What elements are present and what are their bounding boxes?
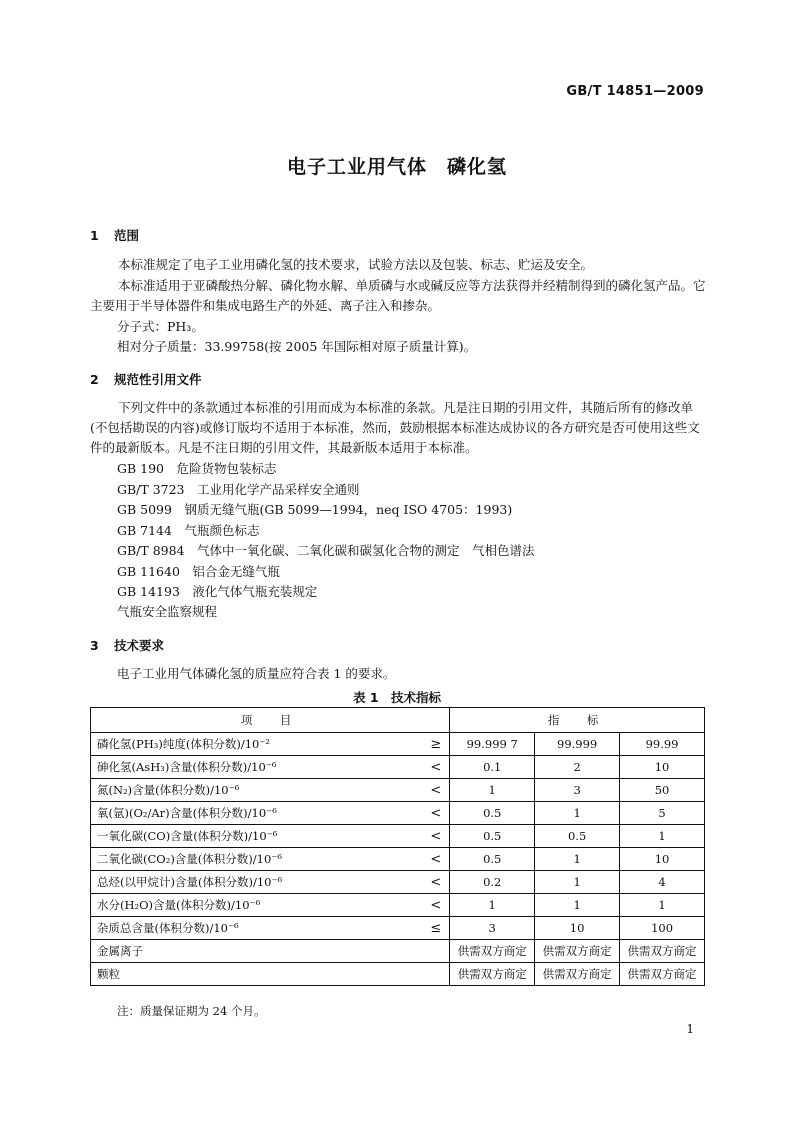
- paragraph: 电子工业用气体磷化氢的质量应符合表 1 的要求。: [117, 666, 396, 681]
- paragraph: 本标准规定了电子工业用磷化氢的技术要求，试验方法以及包装、标志、贮运及安全。: [118, 257, 594, 272]
- item-cell: 磷化氢(PH₃)纯度(体积分数)/10⁻²: [91, 733, 413, 756]
- reference-item: GB 14193 液化气体气瓶充装规定: [117, 584, 318, 599]
- value-cell: 0.5: [450, 848, 535, 871]
- value-cell: 1: [450, 894, 535, 917]
- operator-cell: <: [413, 802, 450, 825]
- table-row: [91, 917, 705, 940]
- value-cell: 3: [450, 917, 535, 940]
- value-cell: 1: [620, 894, 705, 917]
- reference-item: GB 11640 铝合金无缝气瓶: [117, 564, 280, 579]
- value-cell: 10: [620, 848, 705, 871]
- header-item-cell: 项 目: [91, 708, 450, 733]
- section-title: 范围: [114, 228, 140, 243]
- document-title: 电子工业用气体 磷化氢: [286, 156, 507, 178]
- spec-table: [90, 707, 705, 986]
- item-cell: 水分(H₂O)含量(体积分数)/10⁻⁶: [91, 894, 413, 917]
- table-row: [91, 802, 705, 825]
- section-number: 3: [90, 638, 99, 653]
- table-note: 注：质量保证期为 24 个月。: [117, 1004, 266, 1018]
- value-cell: 1: [535, 894, 620, 917]
- reference-item: GB 5099 钢质无缝气瓶(GB 5099—1994，neq ISO 4705：1993): [117, 502, 513, 517]
- item-cell: 杂质总含量(体积分数)/10⁻⁶: [91, 917, 413, 940]
- value-cell: 1: [620, 825, 705, 848]
- section-number: 1: [90, 228, 99, 243]
- value-cell: 99.99: [620, 733, 705, 756]
- table-row: [91, 733, 705, 756]
- value-cell: 供需双方商定: [620, 940, 705, 963]
- item-cell: 金属离子: [91, 940, 413, 963]
- value-cell: 供需双方商定: [450, 940, 535, 963]
- value-cell: 0.2: [450, 871, 535, 894]
- item-cell: 总烃(以甲烷计)含量(体积分数)/10⁻⁶: [91, 871, 413, 894]
- table-row: [91, 756, 705, 779]
- value-cell: 供需双方商定: [450, 963, 535, 986]
- value-cell: 1: [535, 802, 620, 825]
- value-cell: 2: [535, 756, 620, 779]
- operator-cell: ≤: [413, 917, 450, 940]
- reference-item: GB 190 危险货物包装标志: [117, 461, 277, 476]
- operator-cell: <: [413, 756, 450, 779]
- value-cell: 1: [450, 779, 535, 802]
- value-cell: 99.999: [535, 733, 620, 756]
- paragraph: 本标准适用于亚磷酸热分解、磷化物水解、单质磷与水或碱反应等方法获得并经精制得到的磷化氢产品。它主要用于半导体器件和集成电路生产的外延、离子注入和掺杂。: [90, 278, 706, 313]
- value-cell: 1: [535, 848, 620, 871]
- reference-item: 气瓶安全监察规程: [117, 604, 218, 619]
- table-row: [91, 848, 705, 871]
- operator-cell: <: [413, 871, 450, 894]
- value-cell: 0.5: [450, 825, 535, 848]
- value-cell: 0.5: [535, 825, 620, 848]
- table-row: [91, 871, 705, 894]
- section-3-heading: [90, 636, 164, 654]
- item-cell: 颗粒: [91, 963, 413, 986]
- section-1-heading: [90, 226, 139, 244]
- table-row: [91, 779, 705, 802]
- value-cell: 0.5: [450, 802, 535, 825]
- operator-cell: [413, 940, 450, 963]
- value-cell: 3: [535, 779, 620, 802]
- reference-item: GB 7144 气瓶颜色标志: [117, 523, 260, 538]
- operator-cell: <: [413, 848, 450, 871]
- table-row: [91, 894, 705, 917]
- value-cell: 供需双方商定: [535, 963, 620, 986]
- header-spec-cell: 指 标: [450, 708, 705, 733]
- section-title: 规范性引用文件: [114, 372, 202, 387]
- paragraph: 相对分子质量：33.99758(按 2005 年国际相对原子质量计算)。: [117, 339, 477, 354]
- paragraph: 分子式：PH₃。: [117, 319, 204, 334]
- section-number: 2: [90, 372, 99, 387]
- item-cell: 氧(氩)(O₂/Ar)含量(体积分数)/10⁻⁶: [91, 802, 413, 825]
- value-cell: 5: [620, 802, 705, 825]
- page-number: 1: [686, 1022, 694, 1036]
- table-caption: 表 1 技术指标: [352, 690, 442, 705]
- value-cell: 4: [620, 871, 705, 894]
- table-row: [91, 963, 705, 986]
- table-row: [91, 825, 705, 848]
- item-cell: 一氧化碳(CO)含量(体积分数)/10⁻⁶: [91, 825, 413, 848]
- value-cell: 供需双方商定: [535, 940, 620, 963]
- operator-cell: <: [413, 825, 450, 848]
- reference-item: GB/T 3723 工业用化学产品采样安全通则: [117, 482, 360, 497]
- section-title: 技术要求: [114, 638, 165, 653]
- item-cell: 砷化氢(AsH₃)含量(体积分数)/10⁻⁶: [91, 756, 413, 779]
- value-cell: 1: [535, 871, 620, 894]
- reference-item: GB/T 8984 气体中一氧化碳、二氧化碳和碳氢化合物的测定 气相色谱法: [117, 543, 535, 558]
- table-row: [91, 940, 705, 963]
- value-cell: 0.1: [450, 756, 535, 779]
- item-cell: 氮(N₂)含量(体积分数)/10⁻⁶: [91, 779, 413, 802]
- value-cell: 100: [620, 917, 705, 940]
- operator-cell: [413, 963, 450, 986]
- value-cell: 10: [535, 917, 620, 940]
- value-cell: 10: [620, 756, 705, 779]
- operator-cell: ≥: [413, 733, 450, 756]
- value-cell: 50: [620, 779, 705, 802]
- item-cell: 二氧化碳(CO₂)含量(体积分数)/10⁻⁶: [91, 848, 413, 871]
- operator-cell: <: [413, 894, 450, 917]
- value-cell: 99.999 7: [450, 733, 535, 756]
- operator-cell: <: [413, 779, 450, 802]
- paragraph: 下列文件中的条款通过本标准的引用而成为本标准的条款。凡是注日期的引用文件，其随后所有的修改单(不包括勘误的内容)或修订版均不适用于本标准，然而，鼓励根据本标准达成协议的各方研究是否可使用这些文件的最新版本。凡是不注日期的引用文件，其最新版本适用于本标准。: [90, 400, 700, 455]
- table-header-row: [91, 708, 705, 733]
- standard-code: GB/T 14851—2009: [566, 84, 704, 99]
- value-cell: 供需双方商定: [620, 963, 705, 986]
- section-2-heading: [90, 370, 202, 388]
